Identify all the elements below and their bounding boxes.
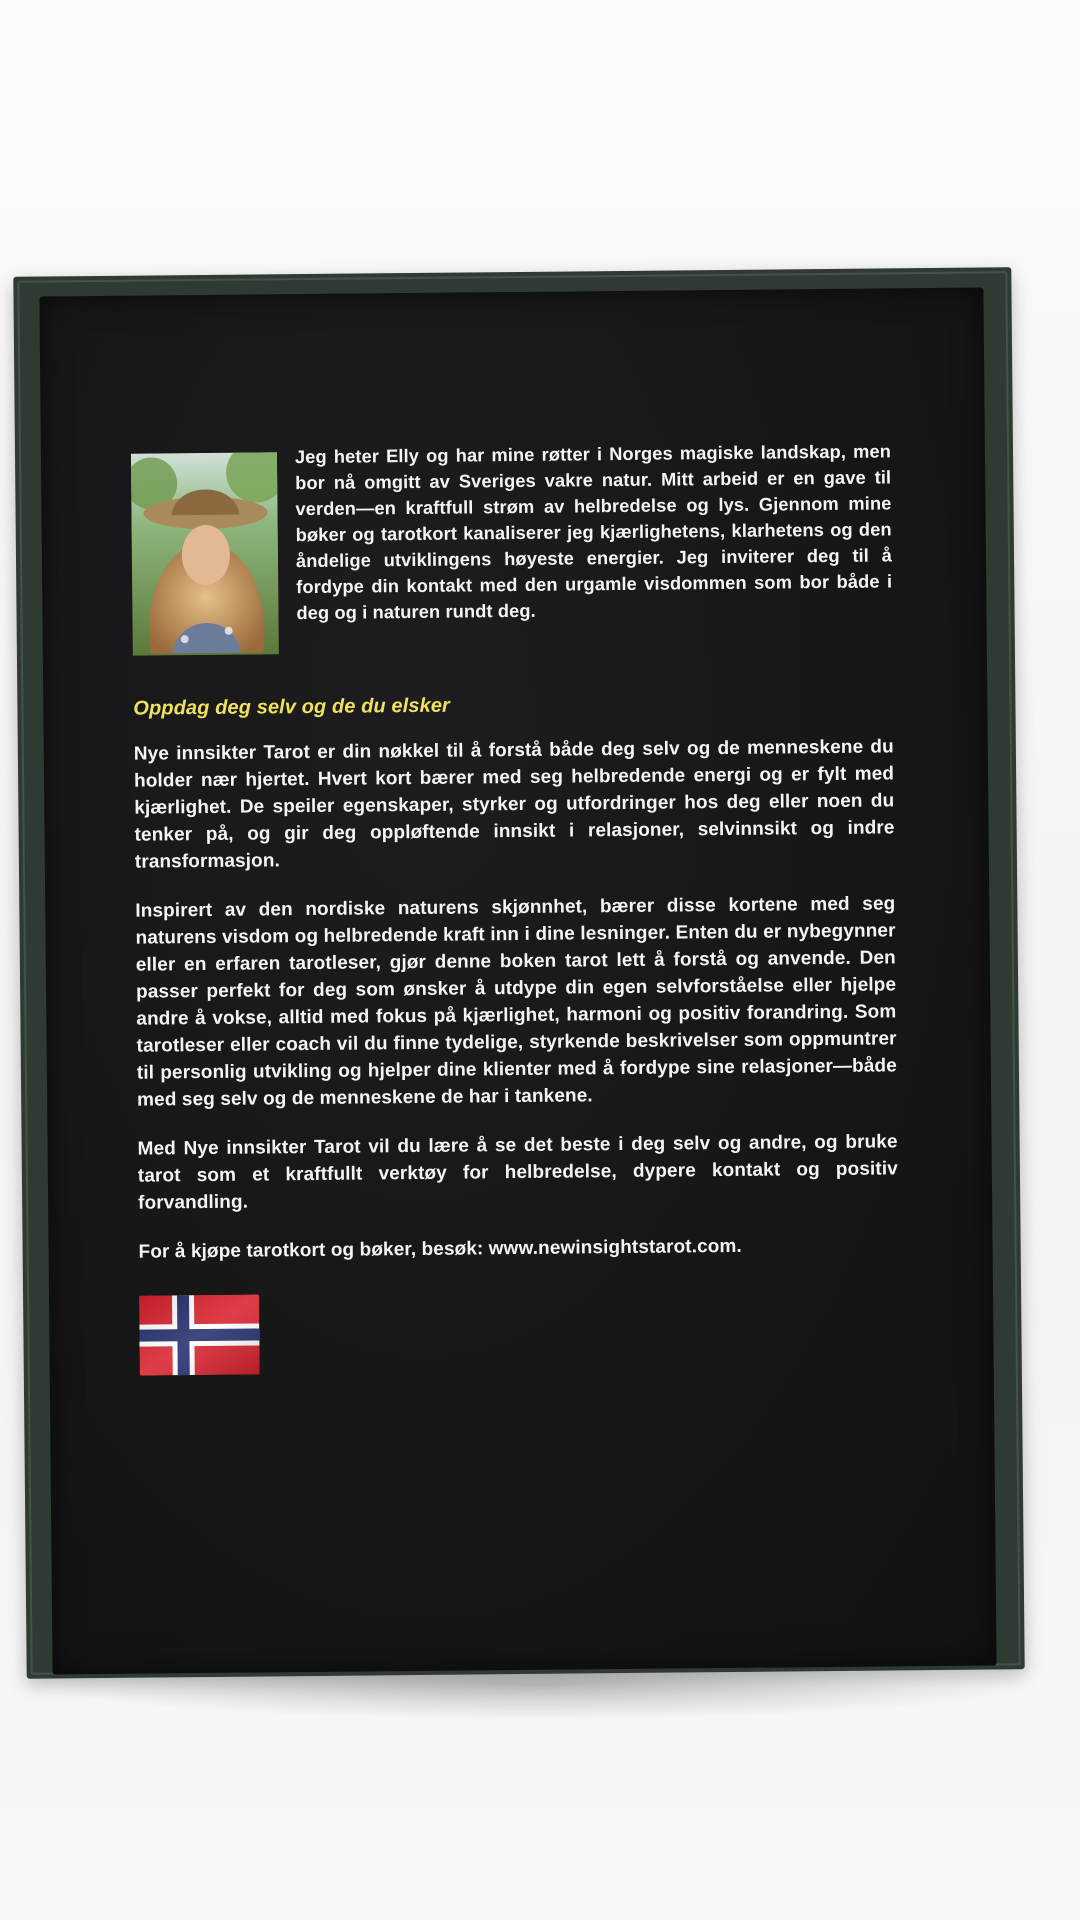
description-paragraph-3: Med Nye innsikter Tarot vil du lære å se det beste i deg selv og andre, og bruke tarot som et kraftfullt verktøy for helbredelse, dypere kontakt og positiv forvandling.: [137, 1131, 898, 1214]
cover-content: [131, 438, 900, 1375]
author-bio-section: [131, 438, 893, 655]
author-photo: [131, 452, 279, 655]
author-bio-text: Jeg heter Elly og har mine røtter i Norges magiske landskap, men bor nå omgitt av Sveriges vakre natur. Mitt arbeid er en gave til verden—en kraftfull strøm av helbredelse og lys. Gjennom mine bøker og tarotkort kanaliserer jeg kjærlighetens, klarhetens og den åndelige utviklingens høyeste energier. Jeg inviterer deg til å fordype din kontakt med den urgamle visdommen som bor både i deg og i naturen rundt deg.: [294, 440, 893, 624]
section-heading: Oppdag deg selv og de du elsker: [133, 694, 450, 720]
box-back-cover: [39, 288, 996, 1675]
description-paragraph-2: Inspirert av den nordiske naturens skjønnhet, bærer disse kortene med seg naturens visdom og helbredende kraft inn i dine lesninger. Enten du er nybegynner eller en erfaren tarotleser, gjør denne boken tarot lett å forstå og anvende. Den passer perfekt for deg som ønsker å utdype din egen selvforståelse eller hjelpe andre å vokse, alltid med fokus på kjærlighet, harmoni og positiv forandring. Som tarotleser eller coach vil du finne tydelige, styrkende beskrivelser som oppmuntrer til personlig utvikling og hjelper dine klienter med å fordype sine relasjoner—både med seg selv og de menneskene de har i tankene.: [135, 893, 897, 1111]
website-line: For å kjøpe tarotkort og bøker, besøk: www.newinsightstarot.com.: [138, 1235, 742, 1263]
description-paragraph-1: Nye innsikter Tarot er din nøkkel til å forstå både deg selv og de menneskene du holder nær hjertet. Hvert kort bærer med seg helbredende energi og er fylt med kjærlighet. De speiler egenskaper, styrker og utfordringer hos deg eller noen du tenker på, og gir deg oppløftende innsikt i relasjoner, selvinnsikt og indre transformasjon.: [133, 736, 895, 873]
norway-flag-icon: [139, 1295, 260, 1376]
